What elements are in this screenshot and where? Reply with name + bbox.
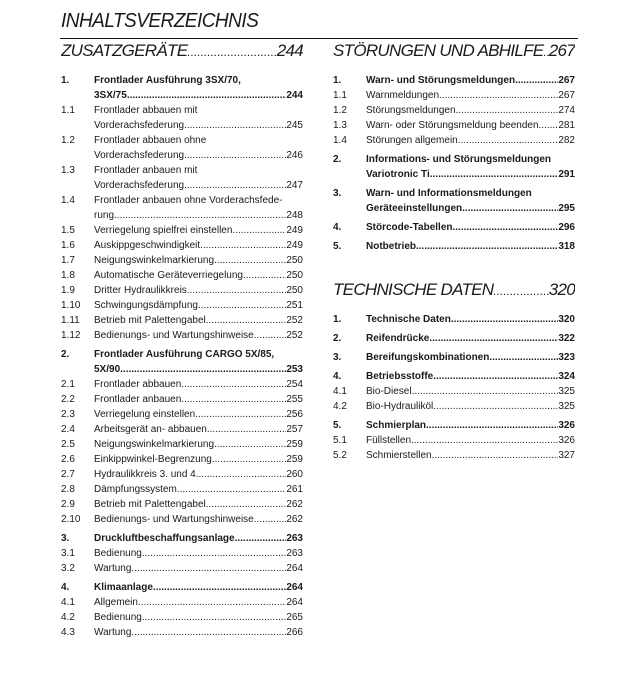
entry-page: 244 [286, 90, 303, 101]
entry-number: 1.5 [61, 225, 75, 236]
leader-dots [187, 283, 287, 298]
toc-entry[interactable] [333, 418, 575, 433]
entry-title: Vorderachsfederung [94, 180, 185, 191]
entry-number: 1.4 [61, 195, 75, 206]
toc-entry[interactable] [333, 152, 575, 182]
entry-number: 1. [333, 75, 342, 86]
entry-page: 291 [558, 169, 575, 180]
entry-page: 318 [558, 241, 575, 252]
entry-title: Frontlader anbauen [94, 394, 182, 405]
leader-dots [515, 73, 558, 88]
toc-entry[interactable] [333, 186, 575, 216]
toc-entry[interactable] [61, 347, 303, 377]
section-page: 244 [276, 41, 303, 60]
entry-page: 249 [286, 240, 303, 251]
entry-page: 262 [286, 499, 303, 510]
entry-page: 259 [286, 454, 303, 465]
toc-entry[interactable] [61, 133, 303, 163]
entry-page: 325 [558, 386, 575, 397]
entry-page: 281 [558, 120, 575, 131]
section-spacer [333, 254, 575, 278]
entry-title: 5X/90 [94, 364, 121, 375]
entry-page: 252 [286, 315, 303, 326]
toc-entry[interactable] [61, 625, 303, 640]
entry-page: 274 [558, 105, 575, 116]
entry-page: 327 [558, 450, 575, 461]
entry-number: 1.8 [61, 270, 75, 281]
toc-entry[interactable] [61, 377, 303, 392]
entry-page: 264 [286, 597, 303, 608]
toc-entry[interactable] [61, 407, 303, 422]
toc-entry[interactable] [333, 433, 575, 448]
entry-number: 2.5 [61, 439, 75, 450]
entry-page: 254 [286, 379, 303, 390]
entry-title: Bedienung [94, 548, 142, 559]
entry-number: 2.6 [61, 454, 75, 465]
entry-number: 1.2 [333, 105, 347, 116]
toc-entry[interactable] [333, 118, 575, 133]
entry-title: Füllstellen [366, 435, 412, 446]
entry-title: Bereifungskombinationen [366, 352, 490, 363]
toc-entry[interactable] [61, 561, 303, 576]
entry-number: 3.2 [61, 563, 75, 574]
entry-page: 326 [558, 435, 575, 446]
leader-dots [120, 362, 286, 377]
toc-entry[interactable] [61, 313, 303, 328]
entry-page: 263 [286, 548, 303, 559]
entry-title: Frontlader abbauen mit [94, 105, 198, 116]
entry-page: 253 [286, 364, 303, 375]
leader-dots [138, 595, 286, 610]
entry-page: 264 [286, 582, 303, 593]
entry-number: 1.1 [61, 105, 75, 116]
entry-title: Betrieb mit Palettengabel [94, 499, 206, 510]
entry-title: Störcode-Tabellen [366, 222, 453, 233]
leader-dots [184, 178, 286, 193]
leader-dots [131, 625, 286, 640]
entry-number: 2.4 [61, 424, 75, 435]
leader-dots [181, 392, 286, 407]
entry-title: Bio-Hydrauliköl [366, 401, 434, 412]
entry-number: 2.3 [61, 409, 75, 420]
entry-title: Frontlader anbauen ohne Vorderachsfede- [94, 195, 283, 206]
entry-page: 295 [558, 203, 575, 214]
entry-number: 2.10 [61, 514, 81, 525]
entry-title: Informations- und Störungsmeldungen [366, 154, 551, 165]
toc-entry[interactable] [61, 268, 303, 283]
entry-title: Warn- und Informationsmeldungen [366, 188, 532, 199]
toc-entry[interactable] [333, 73, 575, 88]
toc-entry[interactable] [333, 369, 575, 384]
entry-page: 326 [558, 420, 575, 431]
entry-title: Allgemein [94, 597, 138, 608]
leader-dots [206, 313, 287, 328]
toc-entry[interactable] [61, 452, 303, 467]
leader-dots [184, 148, 286, 163]
entry-number: 3. [333, 188, 342, 199]
entry-title: Bedienungs- und Wartungshinweise [94, 514, 254, 525]
entry-number: 1.9 [61, 285, 75, 296]
entry-page: 325 [558, 401, 575, 412]
toc-entry[interactable] [61, 73, 303, 103]
entry-number: 1. [333, 314, 342, 325]
entry-title: Frontlader abbauen ohne [94, 135, 207, 146]
entry-title: Störungen allgemein [366, 135, 458, 146]
entry-page: 264 [286, 563, 303, 574]
leader-dots [199, 467, 287, 482]
leader-dots [451, 312, 558, 327]
leader-dots [412, 384, 559, 399]
toc-entry[interactable] [61, 253, 303, 268]
section-title: TECHNISCHE DATEN [333, 280, 494, 299]
toc-entry[interactable] [61, 238, 303, 253]
toc-entry[interactable] [61, 103, 303, 133]
entry-title: Notbetrieb [366, 241, 416, 252]
entry-title: Bedienung [94, 612, 142, 623]
entry-number: 5.2 [333, 450, 347, 461]
toc-entry[interactable] [333, 399, 575, 414]
entry-number: 1.6 [61, 240, 75, 251]
entry-title: Bio-Diesel [366, 386, 412, 397]
entry-page: 250 [286, 255, 303, 266]
entry-title: Druckluftbeschaffungsanlage [94, 533, 235, 544]
entry-number: 1.1 [333, 90, 347, 101]
entry-page: 322 [558, 333, 575, 344]
entry-page: 256 [286, 409, 303, 420]
entry-title: Verriegelung einstellen [94, 409, 196, 420]
entry-title: Vorderachsfederung [94, 150, 185, 161]
entry-number: 1.3 [333, 120, 347, 131]
toc-entry[interactable] [61, 595, 303, 610]
entry-number: 2.8 [61, 484, 75, 495]
leader-dots [254, 328, 287, 343]
entry-number: 1.3 [61, 165, 75, 176]
entry-title: Warn- oder Störungsmeldung beenden [366, 120, 539, 131]
leader-dots [142, 610, 286, 625]
toc-entry[interactable] [61, 223, 303, 238]
leader-dots [214, 253, 286, 268]
leader-dots [187, 40, 276, 63]
entry-number: 1.12 [61, 330, 81, 341]
leader-dots [453, 220, 559, 235]
leader-dots [493, 279, 548, 302]
leader-dots [243, 268, 286, 283]
entry-page: 246 [286, 150, 303, 161]
entry-number: 4.1 [333, 386, 347, 397]
leader-dots [411, 433, 558, 448]
entry-title: Betrieb mit Palettengabel [94, 315, 206, 326]
entry-page: 261 [286, 484, 303, 495]
toc-right-column [333, 39, 575, 463]
leader-dots [114, 208, 286, 223]
toc-entry[interactable] [333, 220, 575, 235]
entry-number: 5. [333, 420, 342, 431]
leader-dots [433, 369, 558, 384]
leader-dots [177, 482, 287, 497]
entry-title: Neigungswinkelmarkierung [94, 255, 215, 266]
leader-dots [458, 133, 559, 148]
section-heading-technische-daten[interactable] [333, 278, 575, 302]
entry-page: 263 [286, 533, 303, 544]
leader-dots [462, 201, 558, 216]
toc-left-column [61, 39, 303, 640]
entry-title: Vorderachsfederung [94, 120, 185, 131]
entry-number: 2.2 [61, 394, 75, 405]
leader-dots [254, 512, 287, 527]
entry-number: 5. [333, 241, 342, 252]
toc-entry[interactable] [61, 482, 303, 497]
toc-entry[interactable] [333, 103, 575, 118]
entry-number: 2.1 [61, 379, 75, 390]
leader-dots [416, 239, 558, 254]
section-title: ZUSATZGERÄTE [61, 41, 188, 60]
page-title: INHALTSVERZEICHNIS [61, 9, 259, 32]
entry-title: Auskippgeschwindigkeit [94, 240, 201, 251]
entry-page: 245 [286, 120, 303, 131]
toc-entry[interactable] [61, 163, 303, 193]
entry-title: Warnmeldungen [366, 90, 440, 101]
entry-page: 250 [286, 270, 303, 281]
entry-number: 5.1 [333, 435, 347, 446]
entry-title: Arbeitsgerät an- abbauen [94, 424, 207, 435]
toc-entry[interactable] [333, 312, 575, 327]
entry-page: 259 [286, 439, 303, 450]
entry-number: 4.1 [61, 597, 75, 608]
entry-title: Schmierstellen [366, 450, 432, 461]
leader-dots [207, 422, 286, 437]
entry-title: Wartung [94, 627, 132, 638]
entry-title: Bedienungs- und Wartungshinweise [94, 330, 254, 341]
entry-title: Hydraulikkreis 3. und 4. [94, 469, 199, 480]
entry-title: Geräteeinstellungen [366, 203, 463, 214]
toc-entry[interactable] [333, 384, 575, 399]
entry-page: 251 [286, 300, 303, 311]
leader-dots [131, 561, 286, 576]
toc-entry[interactable] [61, 422, 303, 437]
section-heading-stoerungen[interactable] [333, 39, 575, 63]
entry-page: 323 [558, 352, 575, 363]
entry-number: 4.3 [61, 627, 75, 638]
entry-number: 4. [333, 371, 342, 382]
toc-entry[interactable] [333, 133, 575, 148]
toc-entry[interactable] [333, 331, 575, 346]
entry-title: Wartung [94, 563, 132, 574]
toc-entry[interactable] [61, 298, 303, 313]
entry-title: Einkippwinkel-Begrenzung [94, 454, 212, 465]
section-page: 267 [548, 41, 575, 60]
entry-page: 265 [286, 612, 303, 623]
toc-entry[interactable] [61, 392, 303, 407]
toc-entry[interactable] [333, 350, 575, 365]
toc-entry[interactable] [333, 448, 575, 463]
entry-page: 248 [286, 210, 303, 221]
entry-page: 262 [286, 514, 303, 525]
entry-number: 1.7 [61, 255, 75, 266]
entry-page: 267 [558, 90, 575, 101]
toc-entry[interactable] [61, 512, 303, 527]
leader-dots [198, 298, 286, 313]
entry-number: 1.2 [61, 135, 75, 146]
toc-entry[interactable] [61, 328, 303, 343]
entry-title: Dritter Hydraulikkreis [94, 285, 187, 296]
entry-number: 2.7 [61, 469, 75, 480]
entry-title: Reifendrücke [366, 333, 430, 344]
leader-dots [432, 448, 559, 463]
entry-number: 2. [61, 349, 70, 360]
leader-dots [214, 437, 286, 452]
leader-dots [539, 118, 559, 133]
entry-title: Betriebsstoffe [366, 371, 434, 382]
entry-page: 255 [286, 394, 303, 405]
leader-dots [181, 377, 286, 392]
entry-title: 3SX/75 [94, 90, 127, 101]
leader-dots [200, 238, 286, 253]
entry-number: 2. [333, 154, 342, 165]
entry-title: Frontlader Ausführung CARGO 5X/85, [94, 349, 275, 360]
leader-dots [430, 167, 559, 182]
leader-dots [426, 418, 558, 433]
entry-title: Neigungswinkelmarkierung [94, 439, 215, 450]
entry-page: 252 [286, 330, 303, 341]
entry-page: 250 [286, 285, 303, 296]
entry-number: 1.10 [61, 300, 81, 311]
entry-title: Schwingungsdämpfung [94, 300, 198, 311]
section-heading-zusatzgeraete[interactable] [61, 39, 303, 63]
entry-page: 260 [286, 469, 303, 480]
entry-page: 296 [558, 222, 575, 233]
entry-title: Automatische Geräteverriegelung [94, 270, 243, 281]
section-page: 320 [548, 280, 575, 299]
entry-number: 4. [333, 222, 342, 233]
entry-title: Verriegelung spielfrei einstellen [94, 225, 233, 236]
entry-page: 267 [558, 75, 575, 86]
entry-number: 1. [61, 75, 70, 86]
toc-entry[interactable] [61, 580, 303, 595]
entry-title: Frontlader Ausführung 3SX/70, [94, 75, 241, 86]
toc-entry[interactable] [61, 610, 303, 625]
entry-number: 3.1 [61, 548, 75, 559]
entry-title: Technische Daten [366, 314, 451, 325]
toc-entry[interactable] [333, 88, 575, 103]
entry-title: rung [94, 210, 115, 221]
entry-title: Warn- und Störungsmeldungen [366, 75, 516, 86]
entry-page: 249 [286, 225, 303, 236]
entry-number: 3. [333, 352, 342, 363]
entry-number: 3. [61, 533, 70, 544]
toc-entry[interactable] [61, 193, 303, 223]
entry-page: 324 [558, 371, 575, 382]
leader-dots [456, 103, 559, 118]
entry-page: 282 [558, 135, 575, 146]
entry-title: Frontlader abbauen [94, 379, 182, 390]
leader-dots [212, 452, 286, 467]
leader-dots [439, 88, 558, 103]
toc-entry[interactable] [61, 467, 303, 482]
toc-entry[interactable] [61, 546, 303, 561]
entry-number: 2. [333, 333, 342, 344]
toc-entry[interactable] [61, 283, 303, 298]
leader-dots [433, 399, 558, 414]
toc-entry-list [61, 73, 303, 640]
toc-entry[interactable] [61, 531, 303, 546]
entry-title: Variotronic Ti [366, 169, 430, 180]
leader-dots [153, 580, 286, 595]
entry-page: 266 [286, 627, 303, 638]
entry-number: 1.11 [61, 315, 80, 326]
entry-number: 2.9 [61, 499, 75, 510]
toc-entry[interactable] [61, 437, 303, 452]
entry-title: Klimaanlage [94, 582, 153, 593]
leader-dots [232, 223, 286, 238]
section-title: STÖRUNGEN UND ABHILFE [333, 41, 544, 60]
leader-dots [489, 350, 558, 365]
entry-page: 247 [286, 180, 303, 191]
leader-dots [127, 88, 287, 103]
entry-title: Dämpfungssystem [94, 484, 177, 495]
entry-number: 4.2 [61, 612, 75, 623]
leader-dots [206, 497, 287, 512]
toc-entry[interactable] [61, 497, 303, 512]
entry-title: Störungsmeldungen [366, 105, 456, 116]
toc-entry-list [333, 73, 575, 254]
entry-number: 4. [61, 582, 70, 593]
leader-dots [235, 531, 287, 546]
leader-dots [184, 118, 286, 133]
toc-entry[interactable] [333, 239, 575, 254]
leader-dots [429, 331, 558, 346]
entry-title: Schmierplan [366, 420, 427, 431]
entry-page: 257 [286, 424, 303, 435]
entry-number: 1.4 [333, 135, 347, 146]
leader-dots [195, 407, 286, 422]
toc-entry-list [333, 312, 575, 463]
entry-number: 4.2 [333, 401, 347, 412]
entry-title: Frontlader anbauen mit [94, 165, 198, 176]
leader-dots [142, 546, 286, 561]
entry-page: 320 [558, 314, 575, 325]
